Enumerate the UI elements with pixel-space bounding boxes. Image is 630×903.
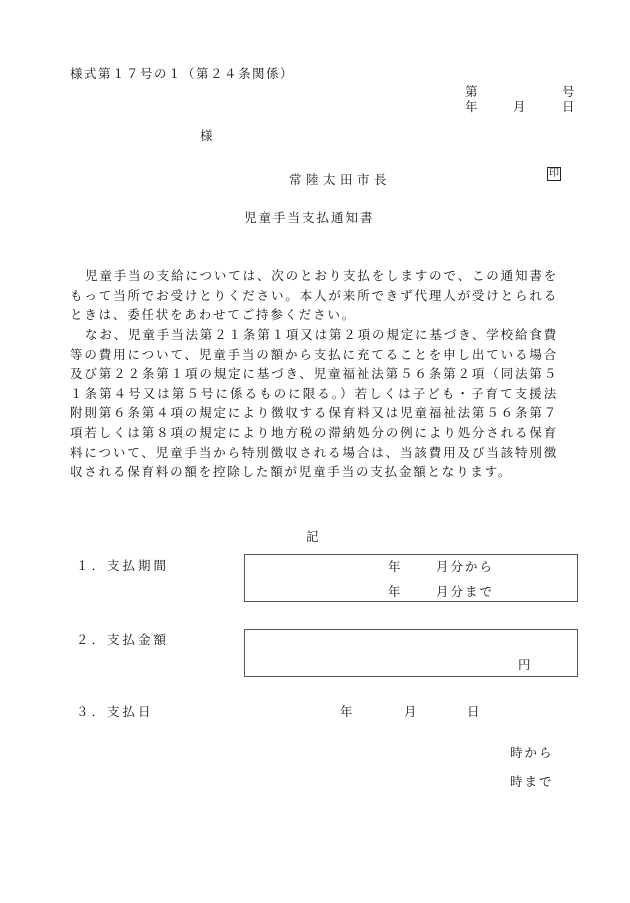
paragraph-1 [70, 266, 558, 325]
date-label: ３．支払日 [76, 704, 154, 719]
date-day: 日 [562, 99, 575, 114]
paragraph-2-text: なお、児童手当法第２１条第１項又は第２項の規定に基づき、学校給食費等の費用について、児童手当の額から支払に充てることを申し出ている場合及び第２２条第１項の規定に基づき、児童福祉法第５６条第２項（同法第５１条第４号又は第５号に係るものに限る。）若しくは子ども・子育て支援法附則第６条第４項の規定により徴収する保育料又は児童福祉法第５６条第７項若しくは第８項の規定により地方税の滞納処分の例により処分される保育料について、児童手当から特別徴収される場合は、当該費用及び当該特別徴収される保育料の額を控除した額が児童手当の支払金額となります。 [70, 327, 558, 480]
pay-date-month: 月 [404, 704, 417, 719]
period-box [244, 554, 578, 602]
pay-date-year: 年 [340, 704, 353, 719]
period-to: 月分まで [436, 584, 495, 599]
amount-unit: 円 [518, 657, 531, 672]
paragraph-2 [70, 325, 558, 482]
time-to: 時まで [510, 774, 554, 789]
pay-date-day: 日 [467, 704, 480, 719]
date-month: 月 [513, 99, 526, 114]
doc-number-label: 第 [465, 84, 478, 99]
form-id: 様式第１７号の１（第２４条関係） [70, 66, 295, 81]
issuer: 常陸太田市長 [289, 172, 392, 187]
document-title: 児童手当支払通知書 [244, 210, 375, 225]
seal-stamp: 印 [549, 168, 559, 179]
period-label: １．支払期間 [76, 558, 170, 573]
date-year: 年 [465, 99, 478, 114]
period-from: 月分から [436, 559, 495, 574]
period-year-from: 年 [388, 559, 401, 574]
paragraph-1-text: 児童手当の支給については、次のとおり支払をしますので、この通知書をもって当所でお受けとりください。本人が来所できず代理人が受けとられるときは、委任状をあわせてご持参ください。 [70, 268, 558, 323]
time-from: 時から [510, 745, 554, 760]
addressee-suffix: 様 [200, 128, 213, 143]
ki-marker: 記 [306, 529, 319, 544]
doc-number-suffix: 号 [562, 84, 575, 99]
period-year-to: 年 [388, 584, 401, 599]
amount-label: ２．支払金額 [76, 632, 170, 647]
